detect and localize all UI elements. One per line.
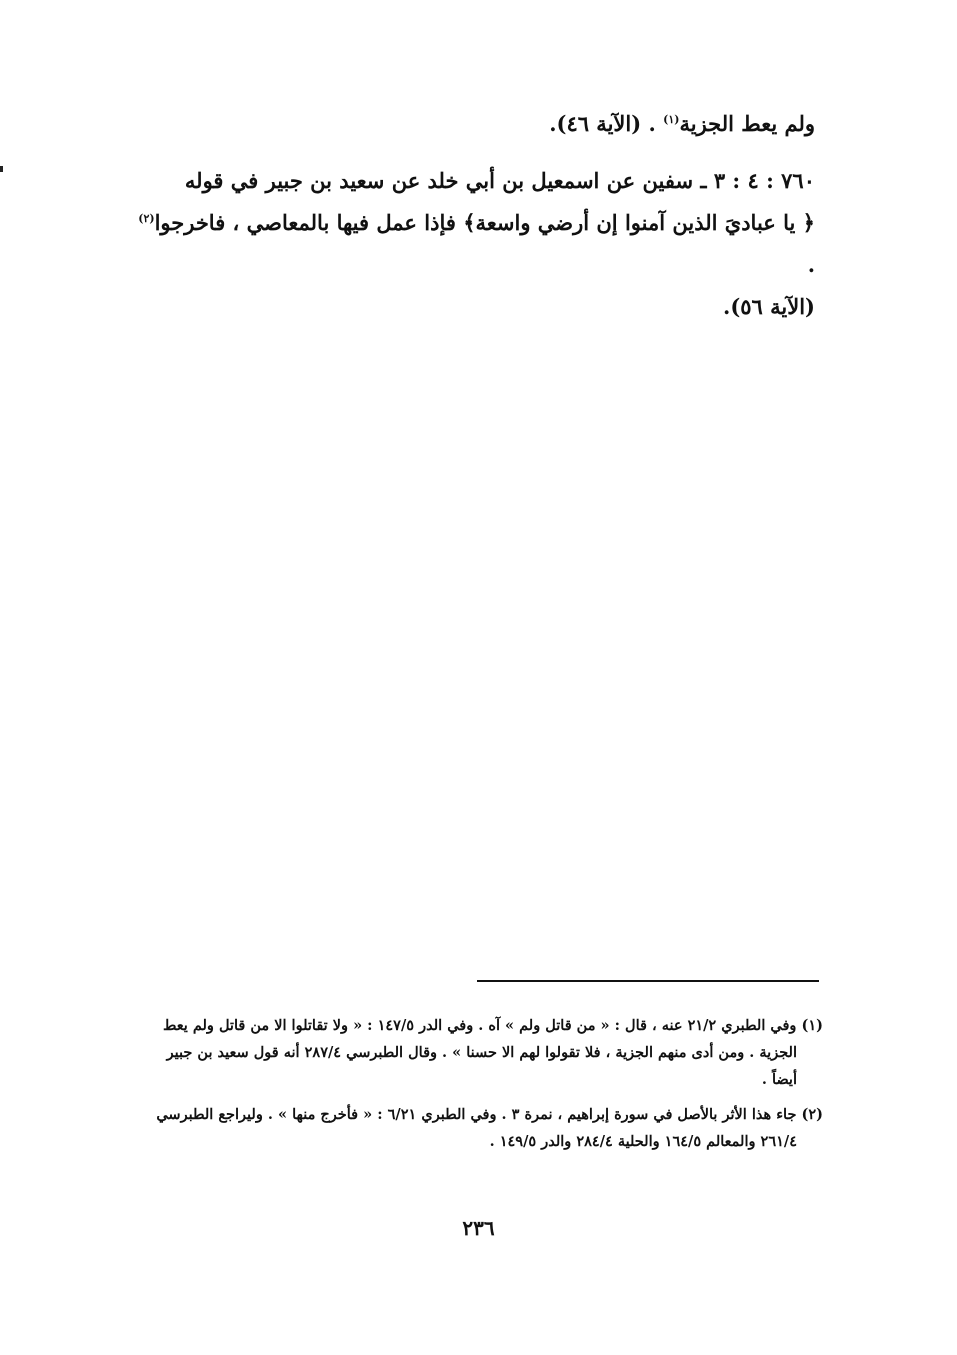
footnote-separator	[477, 980, 819, 982]
scan-edge-mark	[0, 166, 3, 172]
footnote-ref-1: (١)	[663, 113, 680, 126]
footnote-2-line-a: (٢) جاء هذا الأثر بالأصل في سورة إبراهيم ، نمرة ٣ . وفي الطبري ٦/٢١ : « فأخرج منها » . وليراجع الطبرسي	[156, 1106, 823, 1123]
line1-text: ولم يعط الجزية	[679, 111, 815, 136]
paragraph-760-line-c: (الآية ٥٦).	[723, 294, 815, 319]
footnote-1-line-b: الجزية . ومن أدى منهم الجزية ، فلا تقولوا لهم الا حسنا » . وقال الطبرسي ٢٨٧/٤ أنه قول سعيد بن جبير	[166, 1044, 797, 1061]
paragraph-760-line-b	[125, 202, 815, 286]
paragraph-760	[125, 160, 815, 328]
footnote-1-line-c: أيضاً .	[761, 1071, 797, 1088]
footnote-ref-2: (٢)	[138, 212, 155, 225]
footnote-2-line-b: ٢٦١/٤ والمعالم ١٦٤/٥ والحلية ٢٨٤/٤ والدر ١٤٩/٥ .	[489, 1133, 797, 1150]
footnote-1	[123, 1012, 823, 1093]
footnote-1-line-a: (١) وفي الطبري ٢١/٢ عنه ، قال : « من قاتل ولم » آه . وفي الدر ١٤٧/٥ : « ولا تقاتلوا الا من قاتل ولم يعط	[162, 1017, 823, 1034]
footnote-2	[123, 1101, 823, 1155]
paragraph-760-line-b-tail: .	[807, 252, 815, 277]
paragraph-760-line-b-text: ﴿ يا عباديَ الذين آمنوا إن أرضي واسعة﴾ فإذا عمل فيها بالمعاصي ، فاخرجوا	[154, 210, 815, 235]
text-line-1	[125, 104, 815, 144]
line1-tail: . (الآية ٤٦).	[549, 111, 664, 136]
paragraph-760-line-a: ٧٦٠ : ٤ : ٣ ـ سفين عن اسمعيل بن أبي خلد عن سعيد بن جبير في قوله	[184, 168, 815, 193]
page-number: ٢٣٦	[462, 1216, 495, 1240]
